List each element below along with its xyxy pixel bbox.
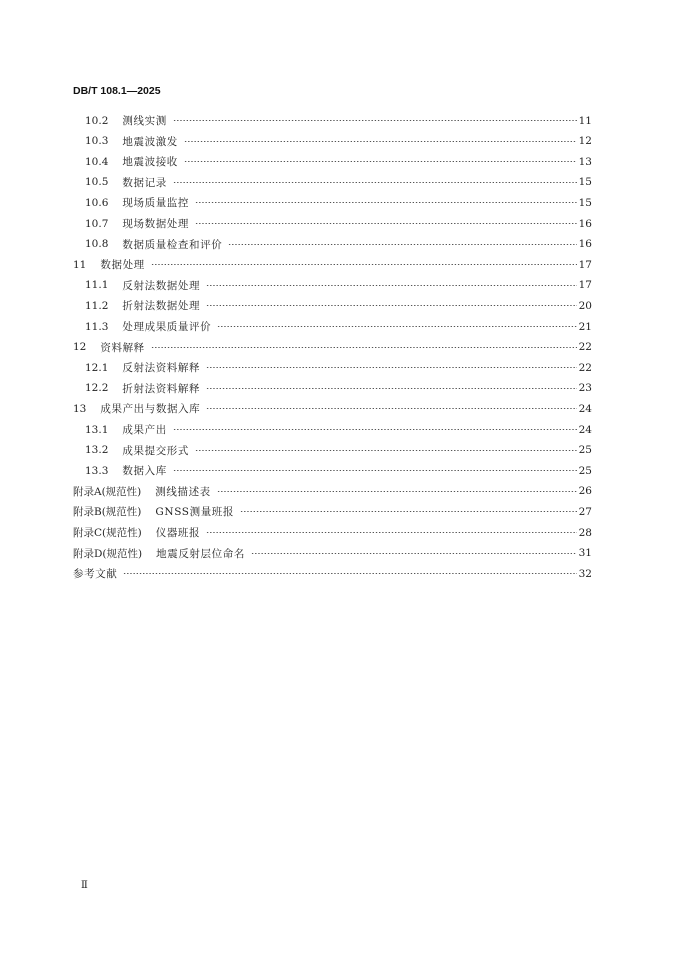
toc-dot-leader	[184, 141, 577, 142]
toc-entry-number: 12.1	[85, 361, 109, 374]
toc-entry-page: 31	[578, 547, 592, 560]
toc-entry[interactable]	[0, 172, 681, 193]
toc-entry-title: 数据质量检查和评价	[122, 238, 223, 251]
toc-entry-page: 15	[578, 196, 592, 209]
toc-dot-leader	[228, 244, 576, 245]
document-code: DB/T 108.1—2025	[73, 85, 161, 97]
toc-entry-number: 13.3	[85, 464, 109, 477]
toc-entry-number: 12.2	[85, 382, 109, 395]
toc-entry-title: 参考文献	[73, 568, 118, 581]
toc-entry[interactable]	[0, 543, 681, 564]
toc-entry-title: 地震波接收	[122, 156, 178, 169]
toc-entry-number: 附录D(规范性)	[73, 547, 143, 560]
toc-entry-number: 附录B(规范性)	[73, 506, 142, 519]
toc-entry-title: 反射法数据处理	[122, 279, 201, 292]
toc-entry-number: 10.8	[85, 238, 109, 251]
toc-entry-title: 反射法资料解释	[122, 362, 201, 375]
toc-entry-number: 13.2	[85, 444, 109, 457]
toc-entry-number: 12	[73, 341, 87, 354]
toc-dot-leader	[240, 511, 577, 512]
toc-entry[interactable]	[0, 337, 681, 358]
toc-entry[interactable]	[0, 151, 681, 172]
toc-dot-leader	[173, 470, 577, 471]
toc-entry-page: 25	[578, 444, 592, 457]
toc-entry-number: 10.5	[85, 176, 109, 189]
toc-entry[interactable]	[0, 357, 681, 378]
toc-dot-leader	[151, 347, 577, 348]
toc-entry-page: 22	[578, 341, 592, 354]
toc-entry-number: 10.3	[85, 135, 109, 148]
toc-entry-number: 10.7	[85, 217, 109, 230]
toc-dot-leader	[173, 120, 577, 121]
toc-entry-page: 27	[578, 505, 592, 518]
toc-entry-page: 24	[578, 402, 592, 415]
toc-entry-title: GNSS测量班报	[155, 506, 234, 519]
toc-entry[interactable]	[0, 316, 681, 337]
toc-entry[interactable]	[0, 501, 681, 522]
toc-entry-page: 28	[578, 526, 592, 539]
toc-entry-title: 数据入库	[122, 465, 167, 478]
toc-entry-title: 地震波激发	[122, 135, 178, 148]
toc-dot-leader	[195, 450, 577, 451]
toc-entry-page: 22	[578, 361, 592, 374]
toc-entry-title: 处理成果质量评价	[122, 321, 212, 333]
toc-dot-leader	[206, 532, 576, 533]
toc-entry-title: 折射法资料解释	[122, 382, 201, 395]
toc-entry[interactable]	[0, 295, 681, 316]
toc-entry-number: 附录C(规范性)	[73, 527, 142, 539]
toc-entry[interactable]	[0, 522, 681, 543]
toc-dot-leader	[251, 553, 577, 554]
toc-dot-leader	[151, 264, 577, 265]
toc-entry[interactable]	[0, 460, 681, 481]
toc-entry-number: 附录A(规范性)	[73, 485, 142, 498]
toc-dot-leader	[123, 573, 576, 574]
toc-entry-page: 17	[578, 258, 592, 271]
toc-entry[interactable]	[0, 254, 681, 275]
toc-entry[interactable]	[0, 131, 681, 152]
toc-entry-page: 25	[578, 464, 592, 477]
toc-entry-title: 测线实测	[122, 115, 167, 127]
toc-entry-title: 地震反射层位命名	[156, 547, 245, 560]
toc-entry[interactable]	[0, 213, 681, 234]
toc-entry[interactable]	[0, 419, 681, 440]
toc-entry[interactable]	[0, 378, 681, 399]
toc-entry-page: 13	[578, 155, 592, 168]
page-number: Ⅱ	[81, 880, 88, 891]
toc-dot-leader	[217, 326, 576, 327]
toc-entry-page: 11	[578, 114, 592, 127]
toc-entry-page: 17	[578, 279, 592, 292]
toc-entry-page: 12	[578, 135, 592, 148]
toc-entry-title: 成果产出与数据入库	[100, 403, 201, 416]
toc-entry-number: 10.6	[85, 196, 109, 209]
toc-dot-leader	[206, 388, 577, 389]
toc-dot-leader	[206, 305, 577, 306]
toc-entry[interactable]	[0, 234, 681, 255]
toc-entry-page: 26	[578, 485, 592, 498]
toc-entry-title: 成果产出	[122, 424, 167, 436]
toc-dot-leader	[217, 491, 577, 492]
toc-dot-leader	[206, 285, 577, 286]
toc-entry-number: 11.2	[85, 299, 109, 312]
toc-entry-title: 数据记录	[122, 176, 167, 189]
toc-entry-page: 21	[578, 320, 592, 333]
toc-entry[interactable]	[0, 563, 681, 584]
toc-entry-title: 现场质量监控	[122, 197, 189, 210]
toc-entry-page: 16	[578, 238, 592, 251]
toc-entry-page: 20	[578, 299, 592, 312]
toc-dot-leader	[206, 408, 576, 409]
toc-entry[interactable]	[0, 481, 681, 502]
toc-entry[interactable]	[0, 275, 681, 296]
toc-entry-title: 资料解释	[100, 341, 145, 354]
toc-dot-leader	[195, 202, 577, 203]
toc-dot-leader	[184, 161, 577, 162]
toc-entry-title: 测线描述表	[155, 485, 211, 498]
toc-entry-number: 10.4	[85, 155, 109, 168]
toc-entry-page: 16	[578, 217, 592, 230]
toc-entry-number: 13.1	[85, 423, 109, 436]
toc-entry-number: 11.1	[85, 279, 109, 292]
toc-dot-leader	[173, 182, 577, 183]
toc-entry-page: 15	[578, 176, 592, 189]
toc-entry[interactable]	[0, 192, 681, 213]
toc-dot-leader	[173, 429, 577, 430]
toc-entry[interactable]	[0, 440, 681, 461]
toc-entry-number: 11.3	[85, 320, 109, 333]
toc-entry-title: 仪器班报	[155, 527, 201, 539]
toc-entry-page: 32	[578, 567, 592, 580]
toc-entry-title: 折射法数据处理	[122, 300, 201, 313]
toc-entry-page: 24	[578, 423, 592, 436]
toc-entry-number: 10.2	[85, 114, 109, 127]
toc-entry-title: 成果提交形式	[122, 444, 189, 457]
toc-dot-leader	[206, 367, 577, 368]
toc-entry[interactable]	[0, 110, 681, 131]
toc-entry[interactable]	[0, 398, 681, 419]
toc-entry-page: 23	[578, 382, 592, 395]
toc-entry-title: 现场数据处理	[122, 218, 189, 230]
toc-dot-leader	[195, 223, 577, 224]
toc-entry-title: 数据处理	[100, 259, 145, 272]
toc-entry-number: 11	[73, 258, 87, 271]
toc-entry-number: 13	[73, 402, 87, 415]
